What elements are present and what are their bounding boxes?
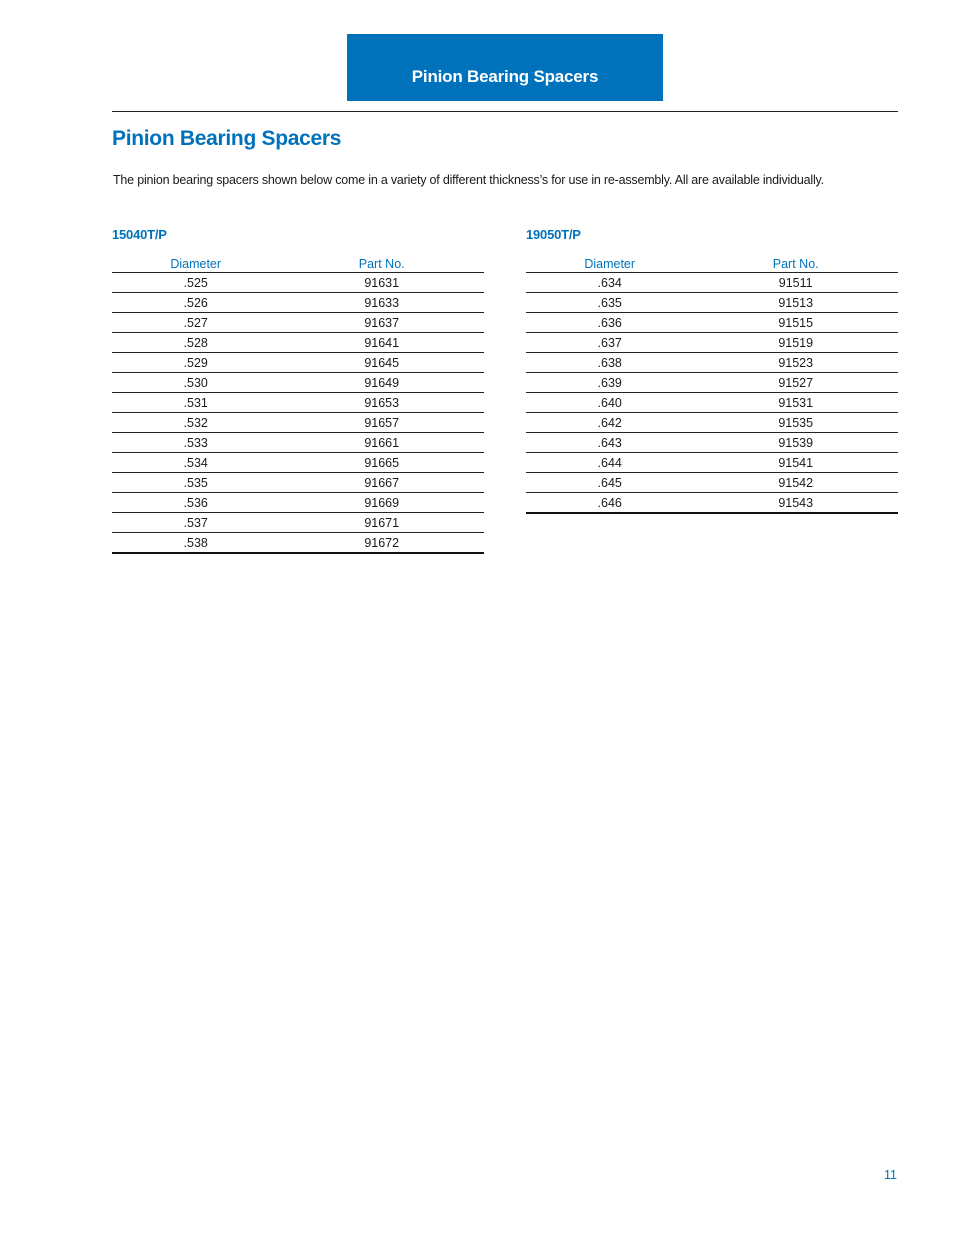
table-header-row	[112, 255, 484, 273]
part-number-cell: 91511	[693, 273, 898, 293]
part-number-cell: 91667	[279, 473, 484, 493]
table-row	[112, 353, 484, 373]
header-divider	[112, 111, 898, 112]
diameter-cell: .531	[112, 393, 279, 413]
table-row	[112, 313, 484, 333]
intro-text: The pinion bearing spacers shown below come in a variety of different thickness’s for use in re-assembly. All are available individually.	[113, 173, 824, 187]
parts-table	[112, 255, 484, 554]
diameter-cell: .637	[526, 333, 693, 353]
part-number-cell: 91653	[279, 393, 484, 413]
diameter-cell: .639	[526, 373, 693, 393]
page-number: 11	[884, 1168, 897, 1182]
column-header-part-no: Part No.	[279, 255, 484, 273]
table-title: 15040T/P	[112, 227, 167, 242]
part-number-cell: 91539	[693, 433, 898, 453]
table-row	[112, 433, 484, 453]
part-number-cell: 91633	[279, 293, 484, 313]
table-row	[526, 273, 898, 293]
part-number-cell: 91513	[693, 293, 898, 313]
table-row	[112, 453, 484, 473]
table-body	[112, 273, 484, 554]
part-number-cell: 91672	[279, 533, 484, 554]
table-row	[526, 373, 898, 393]
table-row	[526, 393, 898, 413]
diameter-cell: .534	[112, 453, 279, 473]
table-row	[526, 293, 898, 313]
table-row	[526, 473, 898, 493]
diameter-cell: .644	[526, 453, 693, 473]
column-header-diameter: Diameter	[112, 255, 279, 273]
diameter-cell: .538	[112, 533, 279, 554]
diameter-cell: .636	[526, 313, 693, 333]
part-number-cell: 91515	[693, 313, 898, 333]
table-row	[526, 453, 898, 473]
part-number-cell: 91541	[693, 453, 898, 473]
table-row	[112, 373, 484, 393]
part-number-cell: 91519	[693, 333, 898, 353]
table-header-row	[526, 255, 898, 273]
part-number-cell: 91527	[693, 373, 898, 393]
table-row	[112, 273, 484, 293]
table-row	[112, 393, 484, 413]
table-title: 19050T/P	[526, 227, 581, 242]
diameter-cell: .532	[112, 413, 279, 433]
table-row	[112, 513, 484, 533]
part-number-cell: 91631	[279, 273, 484, 293]
diameter-cell: .526	[112, 293, 279, 313]
section-tab	[347, 34, 663, 101]
diameter-cell: .536	[112, 493, 279, 513]
part-number-cell: 91641	[279, 333, 484, 353]
part-number-cell: 91669	[279, 493, 484, 513]
diameter-cell: .643	[526, 433, 693, 453]
spacer-table-19050	[526, 227, 898, 514]
parts-table	[526, 255, 898, 514]
diameter-cell: .533	[112, 433, 279, 453]
diameter-cell: .646	[526, 493, 693, 514]
diameter-cell: .645	[526, 473, 693, 493]
table-row	[526, 493, 898, 514]
part-number-cell: 91523	[693, 353, 898, 373]
diameter-cell: .635	[526, 293, 693, 313]
table-row	[526, 433, 898, 453]
diameter-cell: .642	[526, 413, 693, 433]
diameter-cell: .638	[526, 353, 693, 373]
table-row	[526, 313, 898, 333]
diameter-cell: .529	[112, 353, 279, 373]
table-row	[112, 533, 484, 554]
part-number-cell: 91637	[279, 313, 484, 333]
part-number-cell: 91543	[693, 493, 898, 514]
section-tab-label: Pinion Bearing Spacers	[411, 66, 599, 86]
column-header-diameter: Diameter	[526, 255, 693, 273]
diameter-cell: .537	[112, 513, 279, 533]
diameter-cell: .640	[526, 393, 693, 413]
table-row	[112, 413, 484, 433]
part-number-cell: 91661	[279, 433, 484, 453]
diameter-cell: .528	[112, 333, 279, 353]
table-row	[112, 333, 484, 353]
table-row	[526, 353, 898, 373]
part-number-cell: 91671	[279, 513, 484, 533]
table-row	[526, 333, 898, 353]
column-header-part-no: Part No.	[693, 255, 898, 273]
part-number-cell: 91535	[693, 413, 898, 433]
table-body	[526, 273, 898, 514]
page-title: Pinion Bearing Spacers	[112, 127, 342, 150]
table-row	[112, 293, 484, 313]
spacer-table-15040	[112, 227, 484, 554]
diameter-cell: .535	[112, 473, 279, 493]
part-number-cell: 91531	[693, 393, 898, 413]
table-row	[526, 413, 898, 433]
diameter-cell: .527	[112, 313, 279, 333]
diameter-cell: .634	[526, 273, 693, 293]
part-number-cell: 91645	[279, 353, 484, 373]
part-number-cell: 91542	[693, 473, 898, 493]
diameter-cell: .530	[112, 373, 279, 393]
part-number-cell: 91665	[279, 453, 484, 473]
part-number-cell: 91649	[279, 373, 484, 393]
diameter-cell: .525	[112, 273, 279, 293]
table-row	[112, 473, 484, 493]
table-row	[112, 493, 484, 513]
part-number-cell: 91657	[279, 413, 484, 433]
